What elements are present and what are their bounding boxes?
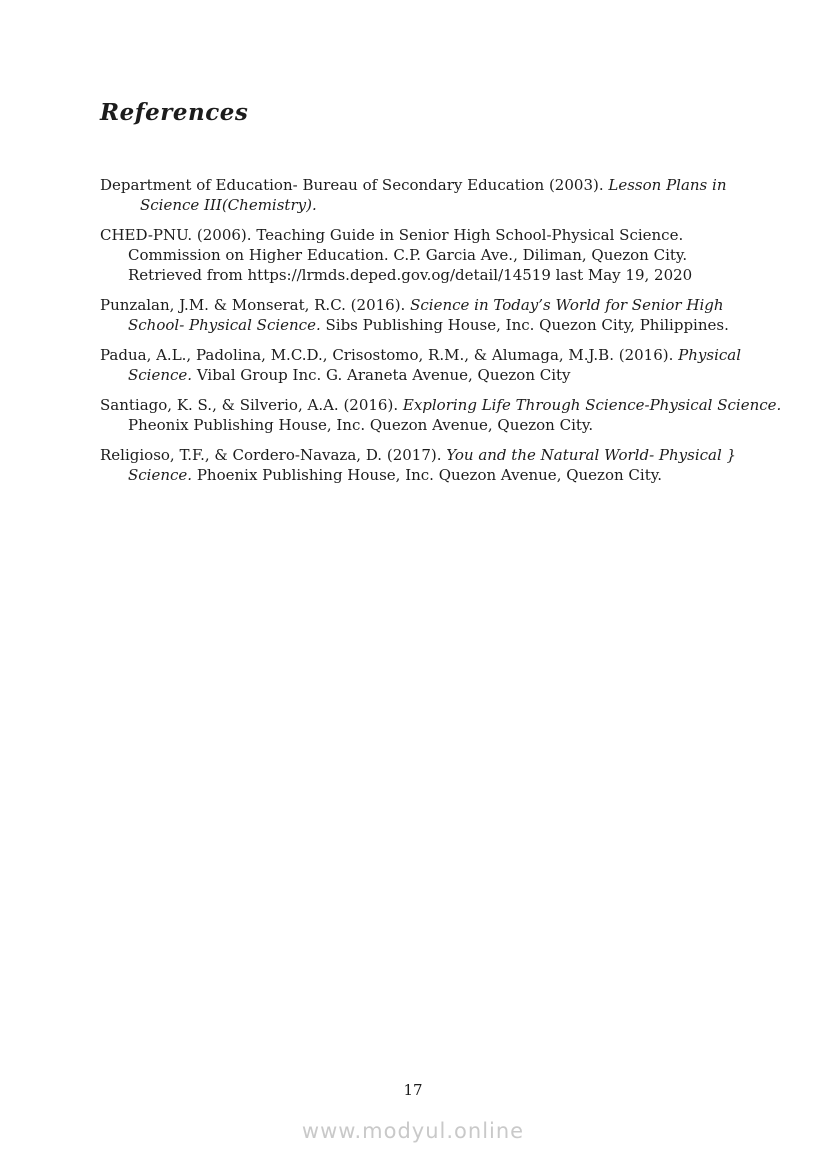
reference-entry (100, 175, 756, 215)
reference-line (100, 365, 756, 385)
reference-text-segment: Physical (678, 346, 742, 364)
reference-entry (100, 345, 756, 385)
reference-line (100, 295, 756, 315)
reference-text-segment: Retrieved from https://lrmds.deped.gov.og/detail/14519 last May 19, 2020 (128, 266, 693, 284)
reference-line (100, 345, 756, 365)
reference-line (100, 465, 756, 485)
reference-text-segment: Science. (128, 366, 197, 384)
reference-text-segment: Lesson Plans in (608, 176, 727, 194)
page-number: 17 (403, 1081, 423, 1099)
reference-line (100, 445, 756, 465)
reference-text-segment: Department of Education- Bureau of Secondary Education (2003). (100, 176, 609, 194)
reference-line (100, 195, 756, 215)
reference-entry (100, 295, 756, 335)
page-content (0, 0, 826, 485)
reference-text-segment: Sibs Publishing House, Inc. Quezon City, Philippines. (325, 316, 729, 334)
reference-line (100, 415, 756, 435)
reference-text-segment: Exploring Life Through Science-Physical Science. (402, 396, 782, 414)
reference-line (100, 315, 756, 335)
reference-text-segment: Vibal Group Inc. G. Araneta Avenue, Quezon City (196, 366, 571, 384)
watermark: www.modyul.online (301, 1119, 525, 1143)
reference-text-segment: You and the Natural World- Physical } (446, 446, 737, 464)
reference-text-segment: Science. (128, 466, 197, 484)
reference-text-segment: Phoenix Publishing House, Inc. Quezon Avenue, Quezon City. (196, 466, 662, 484)
reference-entry (100, 225, 756, 285)
reference-line (100, 175, 756, 195)
reference-line (100, 225, 756, 245)
reference-text-segment: Science in Today’s World for Senior High (410, 296, 724, 314)
page-title: References (100, 99, 249, 126)
reference-text-segment: Santiago, K. S., & Silverio, A.A. (2016). (100, 396, 403, 414)
reference-line (100, 265, 756, 285)
reference-entry (100, 445, 756, 485)
reference-text-segment: Commission on Higher Education. C.P. Garcia Ave., Diliman, Quezon City. (128, 246, 688, 264)
reference-line (100, 245, 756, 265)
reference-entry (100, 395, 782, 435)
reference-text-segment: Religioso, T.F., & Cordero-Navaza, D. (2017). (100, 446, 447, 464)
reference-text-segment: School- Physical Science. (128, 316, 326, 334)
reference-line (100, 395, 782, 415)
reference-text-segment: Science III(Chemistry). (140, 196, 317, 214)
reference-text-segment: Pheonix Publishing House, Inc. Quezon Avenue, Quezon City. (128, 416, 594, 434)
reference-text-segment: CHED-PNU. (2006). Teaching Guide in Senior High School-Physical Science. (100, 226, 684, 244)
references-list (100, 175, 782, 485)
reference-text-segment: Punzalan, J.M. & Monserat, R.C. (2016). (100, 296, 411, 314)
reference-text-segment: Padua, A.L., Padolina, M.C.D., Crisostomo, R.M., & Alumaga, M.J.B. (2016). (100, 346, 679, 364)
